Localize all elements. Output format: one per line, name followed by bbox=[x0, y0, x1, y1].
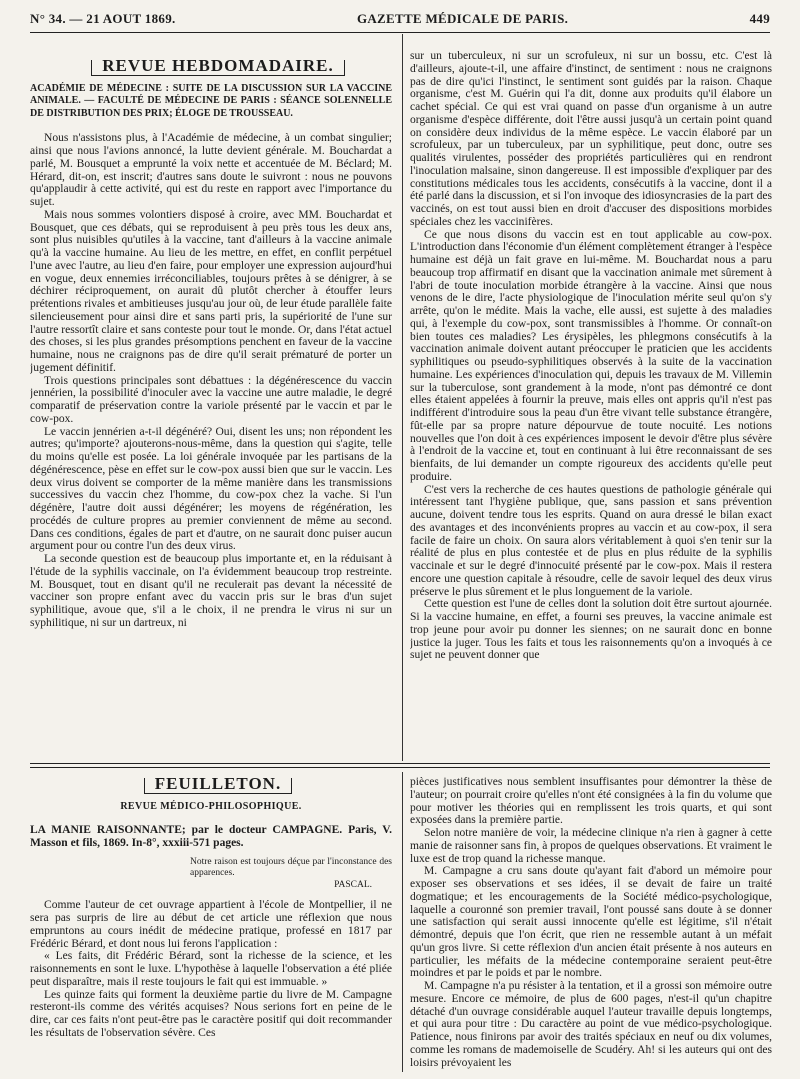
feuilleton-title: FEUILLETON. bbox=[30, 778, 392, 791]
feuilleton-paragraph: Selon notre manière de voir, la médecine clinique n'a rien à gagner à cette manie de raisonner sans fin, à propos de quelques observations. Et vraiment le luxe est de trop quand la richesse manque. bbox=[410, 827, 772, 865]
revue-paragraph: Cette question est l'une de celles dont la solution doit être surtout ajournée. Si la vaccine humaine, en effet, a fourni ses preuves, la vaccine animale est trop jeune pour avoir pu donner les siennes; on ne saurait donc en bonne justice la juger. Tous les faits et tous les raisonnements qu'on a invoqués à ce sujet ne peuvent donner que bbox=[410, 598, 772, 662]
epigraph-author: PASCAL. bbox=[334, 879, 372, 890]
feuilleton-right-column bbox=[410, 776, 772, 1073]
revue-paragraph: La seconde question est de beaucoup plus importante et, en la réduisant à l'étude de la syphilis vaccinale, on l'a évidemment beaucoup trop restreinte. M. Bousquet, tout en disant qu'il ne reculerait pas devant la nécessité de vacciner son propre enfant avec du vaccin pris sur le bras d'un sujet syphilitique, avoue que, s'il a le choix, il ne prendra le virus ni sur un syphilitique, ni sur un dartreux, ni bbox=[30, 553, 392, 629]
revue-paragraph: Trois questions principales sont débattues : la dégénérescence du vaccin jennérien, la possibilité d'inoculer avec la vaccine une autre maladie, le degré comparatif de préservation contre la variole présenté par le vaccin et par le cow-pox. bbox=[30, 374, 392, 425]
issue-date: N° 34. — 21 AOUT 1869. bbox=[30, 11, 176, 26]
book-reference: LA MANIE RAISONNANTE; par le docteur CAMPAGNE. Paris, V. Masson et fils, 1869. In-8°, xxxiii-571 pages. bbox=[30, 823, 392, 849]
revue-paragraph: Nous n'assistons plus, à l'Académie de médecine, à un combat singulier; ainsi que nous l'avions annoncé, la lutte devient générale. M. Bouchardat a parlé, M. Bousquet a emprunté la voix nette et accentuée de M. Béclard; M. Hérard, dit-on, est inscrit; d'autres sans doute le suivront : nous ne pouvons qu'applaudir à cette activité, qui est du reste en rapport avec l'importance du sujet. bbox=[30, 132, 392, 208]
revue-title: REVUE HEBDOMADAIRE. bbox=[30, 60, 392, 73]
page-header bbox=[30, 8, 770, 30]
feuilleton-paragraph: M. Campagne n'a pu résister à la tentation, et il a grossi son mémoire outre mesure. Encore ce mémoire, de plus de 600 pages, n'est-il qu'un chapitre détaché d'un ouvrage considérable auquel l'auteur travaille depuis longtemps, et qui aura pour titre : Du caractère au point de vue médico-psychologique. Patience, nous finirons par avoir des traités spéciaux en neuf ou dix volumes, comme les romans de mademoiselle de Scudéry. Ah! si les auteurs qui ont des loisirs prévoyaient les bbox=[410, 980, 772, 1069]
header-rule bbox=[30, 32, 770, 33]
feuilleton-paragraph: pièces justificatives nous semblent insuffisantes pour démontrer la thèse de l'auteur; on pourrait croire qu'elles n'ont été consignées à la fin du volume que pour motiver les théories qui en remplissent les trois quarts, et qui sont exposées dans la première partie. bbox=[410, 776, 772, 827]
feuilleton-rule-double bbox=[30, 767, 770, 768]
column-divider-top bbox=[402, 34, 403, 761]
revue-left-column bbox=[30, 60, 392, 762]
revue-paragraph: Le vaccin jennérien a-t-il dégénéré? Oui, disent les uns; non répondent les autres; qu'importe? ajouterons-nous-même, dans la question qui s'agite, telle du moins qu'elle est posée. La loi générale invoquée par les partisans de la dégénérescence, pèse en effet sur le cow-pox aussi bien que sur le vaccin. Les deux virus doivent se comporter de la même manière dans les transmissions successives du vaccin chez l'homme, du cow-pox chez la vache. Si l'un dégénère, l'autre doit aussi dégénérer; les moyens de régénération, les procédés de culture propres au premier conviennent de même au second. Dans ces conditions, égales de part et d'autre, on ne saurait donc puiser aucun argument pour ou contre l'un des deux virus. bbox=[30, 425, 392, 553]
journal-title: GAZETTE MÉDICALE DE PARIS. bbox=[356, 11, 569, 26]
epigraph: Notre raison est toujours déçue par l'inconstance des apparences. bbox=[190, 856, 392, 878]
revue-summary: ACADÉMIE DE MÉDECINE : SUITE DE LA DISCUSSION SUR LA VACCINE ANIMALE. — FACULTÉ DE MÉDECINE DE PARIS : SÉANCE SOLENNELLE DE DISTRIBUTION DES PRIX; ÉLOGE DE TROUSSEAU. bbox=[30, 82, 392, 119]
feuilleton-paragraph: Comme l'auteur de cet ouvrage appartient à l'école de Montpellier, il ne sera pas surpris de lire au début de cet article une réflexion que nous empruntons au cours inédit de médecine pratique, professé en 1817 par Frédéric Bérard, et dont nous lui ferons l'application : bbox=[30, 899, 392, 950]
revue-paragraph: Ce que nous disons du vaccin est en tout applicable au cow-pox. L'introduction dans l'économie d'un élément complètement étranger à l'espèce humaine est déjà un fait grave en lui-même. M. Bouchardat nous a paru beaucoup trop affirmatif en disant que la vaccination animale met sûrement à l'abri de toute inoculation morbide étrangère à la vaccine. Ainsi que nous venons de le dire, l'acte physiologique de l'inoculation mérite seul qu'on s'y arrête, qu'on le médite. Mais la vache, elle aussi, est sujette à des maladies qui, à l'exemple du cow-pox, sont transmissibles à l'homme. Or connaît-on bien toutes ces maladies? Les érysipèles, les phlegmons consécutifs à la vaccination animale doivent autant préoccuper le praticien que les accidents syphilitiques ou pseudo-syphilitiques observés à la suite de la vaccination humaine. Les expériences d'inoculation qui, depuis les travaux de M. Villemin sur la tuberculose, sont grandement à la mode, n'ont pas démontré ce dont elles étaient appelées à fournir la preuve, mais elles ont appris qu'il n'est pas indifférent d'introduire sous la peau d'un être vivant telle substance étrangère, fût-elle par sa propre nature dépourvue de toute nocuité. Les notions nouvelles que l'on doit à ces expériences imposent le devoir d'être plus sévère à l'endroit de la vaccine et, tout en continuant à lui être reconnaissant de ses bienfaits, de lui demander un compte rigoureux des accidents qu'elle peut produire. bbox=[410, 228, 772, 483]
feuilleton-paragraph: M. Campagne a cru sans doute qu'ayant fait d'abord un mémoire pour exposer ses observations et ses idées, il se devait de faire un traité dogmatique; et les encouragements de la Société médico-psychologique, laquelle a couronné son premier travail, l'ont poussé sans doute à se donner une satisfaction qui serait aussi innocente qu'elle est légitime, s'il n'était démontré, depuis que l'on écrit, que rien ne ressemble autant à un méfait qu'un gros livre. Si cette réflexion d'un ancien était présente à nos auteurs en particulier, les méfaits de la médecine contemporaine seraient peut-être moindres et par le poids et par le nombre. bbox=[410, 865, 772, 980]
feuilleton-rule bbox=[30, 763, 770, 764]
column-divider-bottom bbox=[402, 772, 403, 1072]
revue-paragraph: C'est vers la recherche de ces hautes questions de pathologie générale qui intéressent tant l'hygiène publique, que, sans passion et sans prévention aucune, doivent tendre tous les esprits. Quand on aura dressé le bilan exact des avantages et des inconvénients propres au vaccin et au cow-pox, il sera facile de faire un choix. On saura alors véritablement à quoi s'en tenir sur la réalité de plus en plus contestée et de plus en plus réduite de la syphilis vaccinale et sur le degré d'innocuité présenté par le cow-pox. Mais il restera encore une question capitale à résoudre, celle de savoir lequel des deux virus préserve le plus sûrement et le plus longuement de la variole. bbox=[410, 483, 772, 598]
feuilleton-paragraph: Les quinze faits qui forment la deuxième partie du livre de M. Campagne resteront-ils comme des vérités acquises? Nous serions fort en peine de le dire, car ces faits n'ont peut-être pas le caractère positif qui doit recommander les résultats de l'observation sévère. Ces bbox=[30, 988, 392, 1039]
feuilleton-left-column bbox=[30, 778, 392, 1073]
revue-paragraph: Mais nous sommes volontiers disposé à croire, avec MM. Bouchardat et Bousquet, que ces débats, qui se reproduisent à peu près tous les deux ans, sont plus nuisibles qu'utiles à la vaccine, tant d'ailleurs à la vaccine animale qu'à la vaccine humaine. Au lieu de les mettre, en effet, en conflit perpétuel l'une avec l'autre, au lieu d'en faire, pour employer une expression aujourd'hui en vogue, deux ennemies irréconciliables, toujours prêtes à se dénigrer, à se déchirer réciproquement, on aurait dû plutôt chercher à étouffer leurs prétentions rivales et ambitieuses jusqu'au jour où, de leur étude parallèle faite silencieusement pour ainsi dire et sans parti pris, la supériorité de l'une sur l'autre ressortît claire et sans conteste pour tout le monde. Or, dans l'état actuel des choses, si les plus grandes présomptions penchent en faveur de la vaccine humaine, nous ne craignons pas de dire qu'il serait prématuré de porter un jugement définitif. bbox=[30, 208, 392, 374]
feuilleton-paragraph: « Les faits, dit Frédéric Bérard, sont la richesse de la science, et les raisonnements en sont le luxe. L'hypothèse à laquelle l'observation a été pliée peut disparaître, mais il reste toujours le fait qui est immuable. » bbox=[30, 950, 392, 988]
feuilleton-subtitle: REVUE MÉDICO-PHILOSOPHIQUE. bbox=[120, 800, 302, 812]
page-number: 449 bbox=[749, 11, 770, 26]
revue-paragraph: sur un tuberculeux, ni sur un scrofuleux, ni sur un bossu, etc. C'est là d'ailleurs, ajoute-t-il, une affaire d'instinct, de sentiment : nous ne craignons pas de dire qu'ici l'instinct, le sentiment sont guidés par la raison. Chaque organisme, c'est M. Guérin qui l'a dit, donne aux produits qu'il élabore un cachet spécial. Ce qui est vrai quand on passe d'un organisme à un autre organisme d'espèce différente, doit l'être aussi jusqu'à un certain point quand on considère deux individus de la même espèce. Le vaccin élaboré par un scrofuleux, par un tuberculeux, par un syphilitique, peut donc, outre ses qualités virulentes, posséder des propriétés particulières qui en rendront l'inoculation malsaine, sinon dangereuse. Il est impossible d'expliquer par des constitutions médicales tous les accidents, consécutifs à la vaccine, dont il a été parlé dans la discussion, et si l'on invoque des idiosyncrasies de la part des vaccinés, on est tout aussi bien en droit d'accuser des dispositions morbides spéciales chez les vaccinifères. bbox=[410, 50, 772, 228]
revue-right-column bbox=[410, 50, 772, 762]
